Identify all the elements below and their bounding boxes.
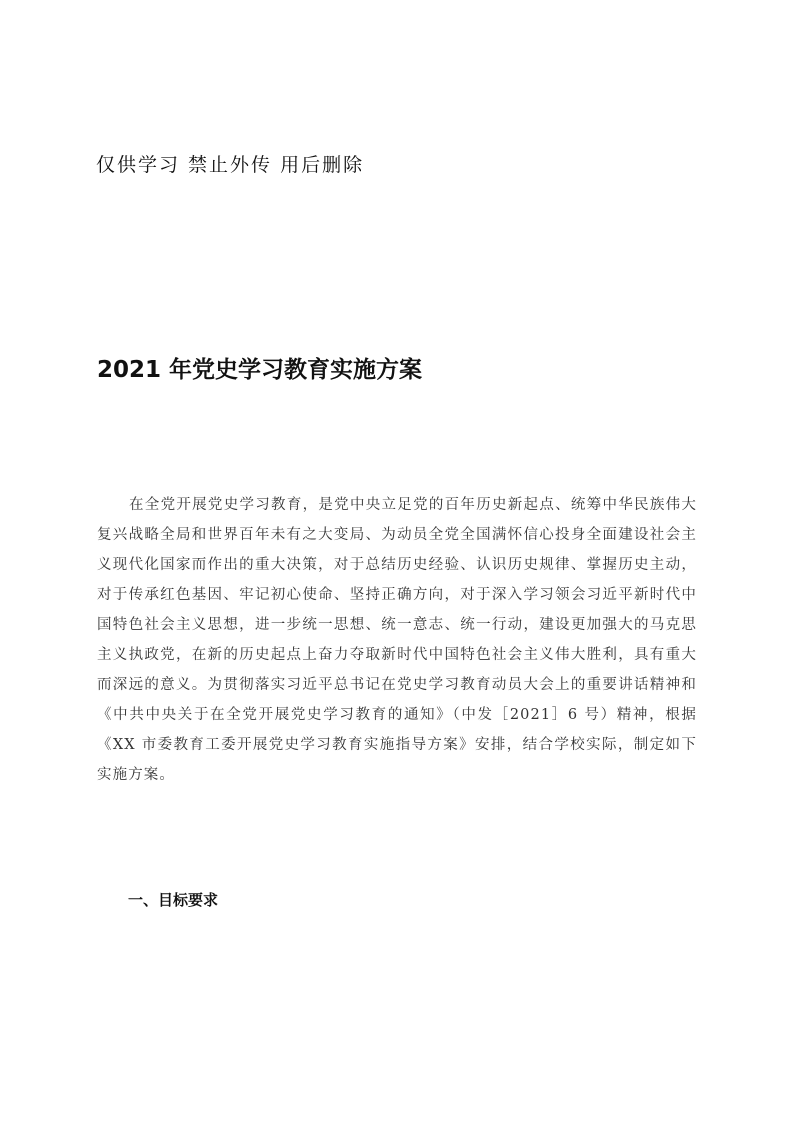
intro-paragraph: 在全党开展党史学习教育，是党中央立足党的百年历史新起点、统筹中华民族伟大复兴战略全局和世界百年未有之大变局、为动员全党全国满怀信心投身全面建设社会主义现代化国家而作出的重大决策，对于总结历史经验、认识历史规律、掌握历史主动，对于传承红色基因、牢记初心使命、坚持正确方向，对于深入学习领会习近平新时代中国特色社会主义思想，进一步统一思想、统一意志、统一行动，建设更加强大的马克思主义执政党，在新的历史起点上奋力夺取新时代中国特色社会主义伟大胜利，具有重大而深远的意义。为贯彻落实习近平总书记在党史学习教育动员大会上的重要讲话精神和《中共中央关于在全党开展党史学习教育的通知》（中发［2021］6 号）精神，根据《XX 市委教育工委开展党史学习教育实施指导方案》安排，结合学校实际，制定如下实施方案。	[97, 497, 697, 783]
document-title: 2021 年党史学习教育实施方案	[97, 357, 423, 383]
section-heading-goals: 一、目标要求	[128, 891, 219, 909]
confidentiality-notice: 仅供学习 禁止外传 用后删除	[96, 154, 365, 176]
